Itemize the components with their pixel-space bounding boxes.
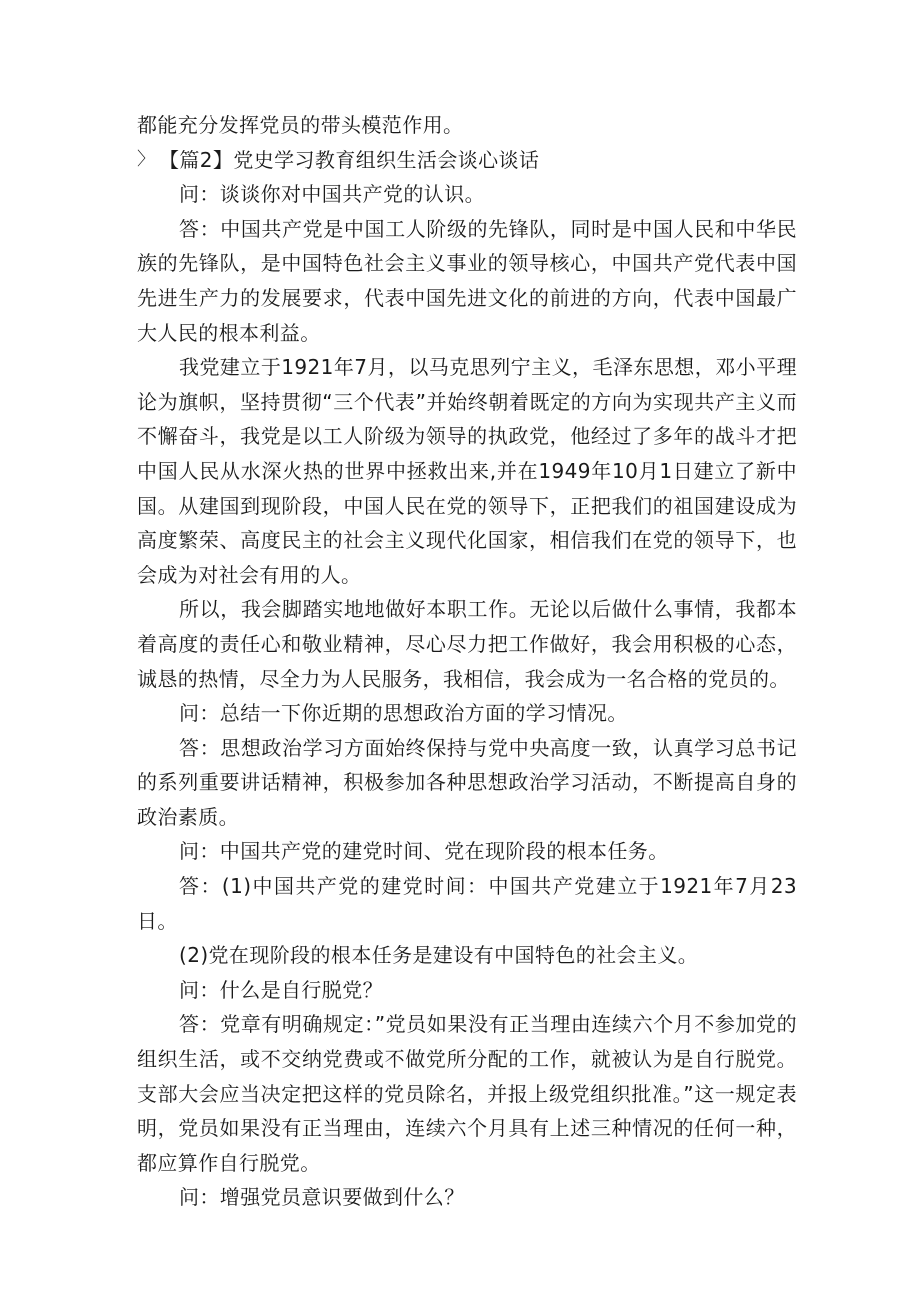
- paragraph-a4: 答：党章有明确规定：”党员如果没有正当理由连续六个月不参加党的组织生活，或不交纳党费或不做党所分配的工作，就被认为是自行脱党。支部大会应当决定把这样的党员除名，并报上级党组织批准。”这一规定表明，党员如果没有正当理由，连续六个月具有上述三种情况的任何一种，都应算作自行脱党。: [137, 1012, 797, 1175]
- opening-line: 都能充分发挥党员的带头模范作用。: [137, 113, 464, 137]
- paragraph-q1: 问：谈谈你对中国共产党的认识。: [179, 182, 485, 207]
- section-heading-text: 【篇2】党史学习教育组织生活会谈心谈话: [159, 147, 540, 172]
- paragraph-a1: 答：中国共产党是中国工人阶级的先锋队，同时是中国人民和中华民族的先锋队，是中国特色社会主义事业的领导核心，中国共产党代表中国先进生产力的发展要求，代表中国先进文化的前进的方向，代表中国最广大人民的根本利益。: [137, 216, 797, 345]
- document-body: [137, 108, 797, 1215]
- paragraph-q3: 问：中国共产党的建党时间、党在现阶段的根本任务。: [179, 839, 669, 864]
- section-heading: [137, 143, 797, 178]
- paragraph-q4: 问：什么是自行脱党？: [179, 977, 383, 1002]
- paragraph-a3-part2: (2)党在现阶段的根本任务是建设有中国特色的社会主义。: [179, 943, 699, 968]
- paragraph-a3-part1: 答：(1)中国共产党的建党时间：中国共产党建立于1921年7月23日。: [137, 874, 797, 933]
- paragraph-q5: 问：增强党员意识要做到什么？: [179, 1185, 465, 1210]
- paragraph-a1-history: 我党建立于1921年7月，以马克思列宁主义，毛泽东思想，邓小平理论为旗帜，坚持贯彻“三个代表”并始终朝着既定的方向为实现共产主义而不懈奋斗，我党是以工人阶级为领导的执政党，他经过了多年的战斗才把中国人民从水深火热的世界中拯救出来,并在1949年10月1日建立了新中国。从建国到现阶段，中国人民在党的领导下，正把我们的祖国建设成为高度繁荣、高度民主的社会主义现代化国家，相信我们在党的领导下，也会成为对社会有用的人。: [137, 355, 797, 587]
- paragraph-q2: 问：总结一下你近期的思想政治方面的学习情况。: [179, 701, 628, 726]
- chevron-right-icon: 〉: [137, 148, 156, 170]
- paragraph-a2: 答：思想政治学习方面始终保持与党中央高度一致，认真学习总书记的系列重要讲话精神，积极参加各种思想政治学习活动，不断提高自身的政治素质。: [137, 735, 797, 829]
- paragraph-a1-commitment: 所以，我会脚踏实地地做好本职工作。无论以后做什么事情，我都本着高度的责任心和敬业精神，尽心尽力把工作做好，我会用积极的心态，诚恳的热情，尽全力为人民服务，我相信，我会成为一名合格的党员的。: [137, 597, 797, 691]
